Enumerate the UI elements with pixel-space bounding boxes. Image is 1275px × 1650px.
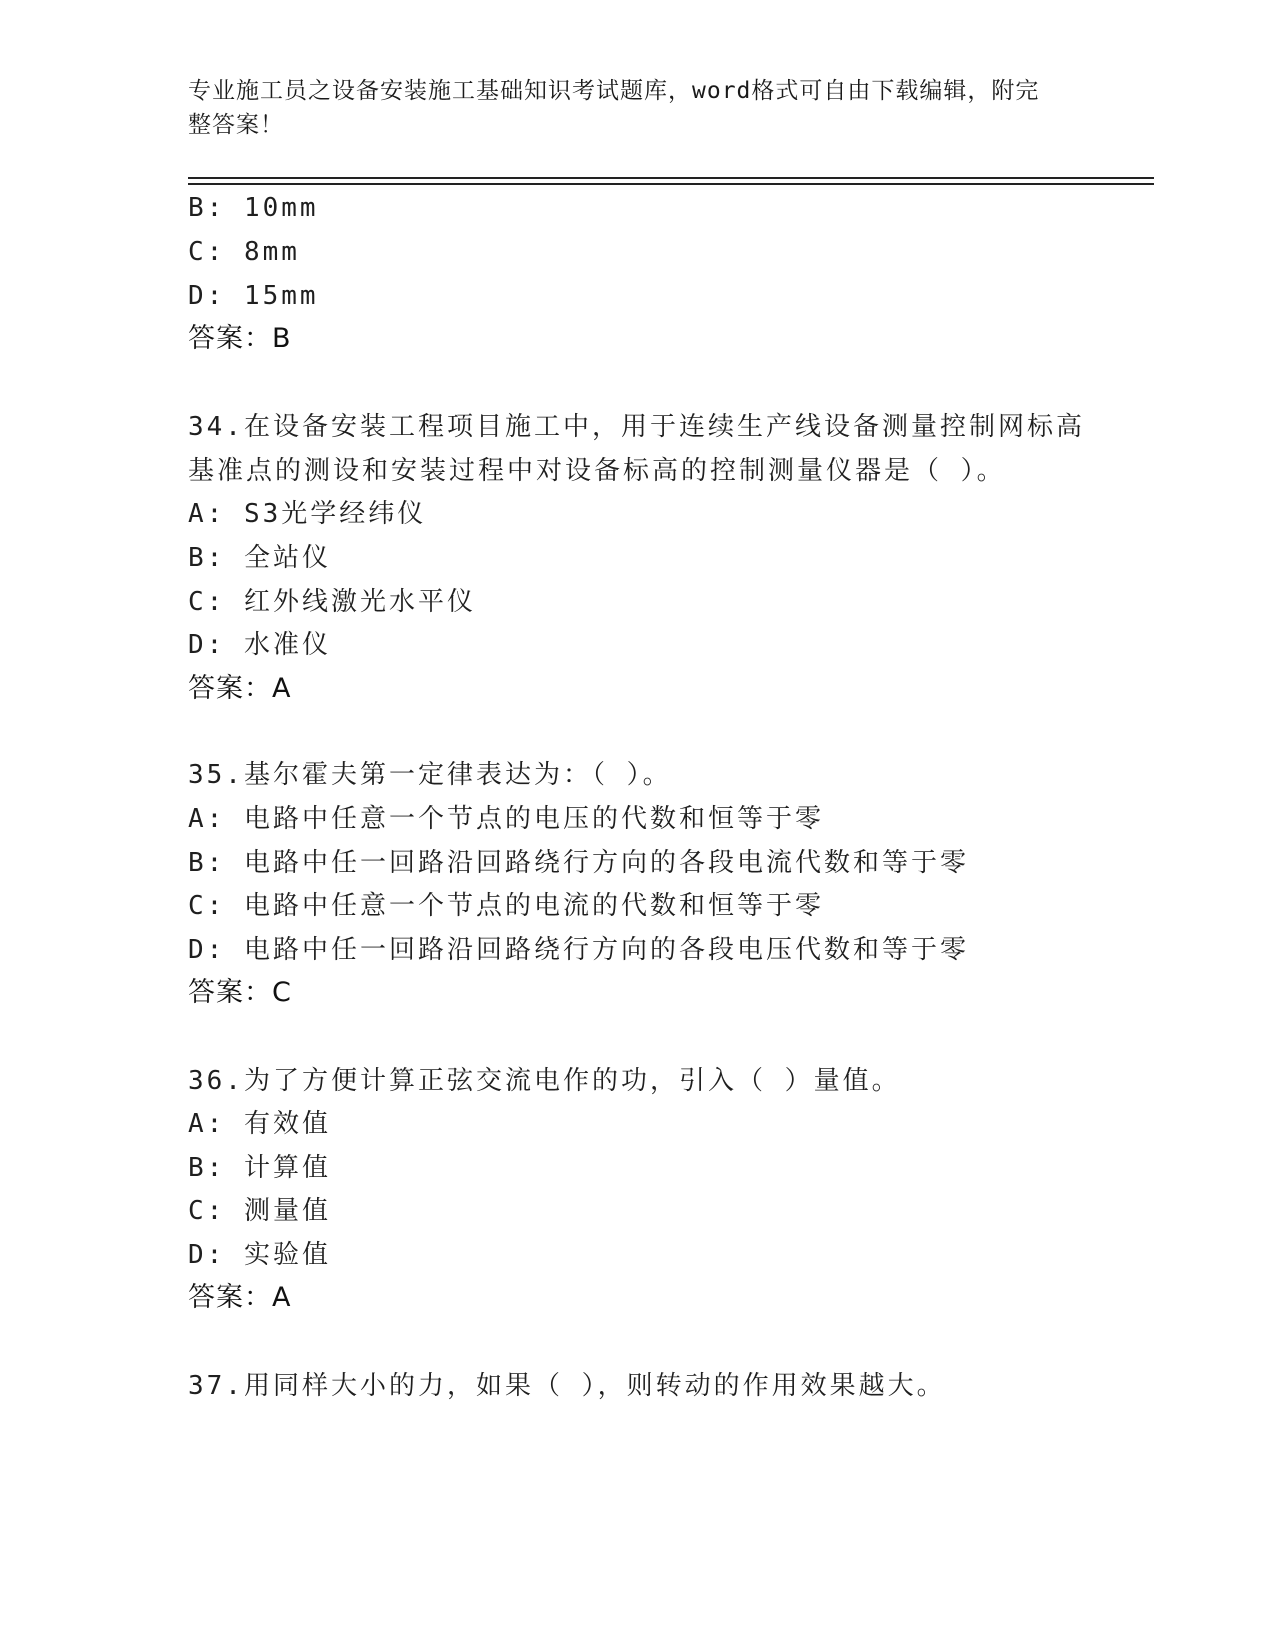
q34-option-b: B: 全站仪: [188, 543, 331, 573]
q36-stem-line-1: 36.为了方便计算正弦交流电作的功，引入（ ）量值。: [188, 1066, 901, 1096]
header-line-1: 专业施工员之设备安装施工基础知识考试题库，word格式可自由下载编辑，附完: [188, 78, 1040, 104]
q33-answer: 答案：B: [188, 323, 292, 354]
q34-option-c: C: 红外线激光水平仪: [188, 587, 476, 617]
q35-option-d: D: 电路中任一回路沿回路绕行方向的各段电压代数和等于零: [188, 935, 969, 965]
q35-answer: 答案：C: [188, 977, 292, 1008]
q35-option-b: B: 电路中任一回路沿回路绕行方向的各段电流代数和等于零: [188, 848, 969, 878]
q36-option-a: A: 有效值: [188, 1109, 331, 1139]
q34-stem-line-1: 34.在设备安装工程项目施工中，用于连续生产线设备测量控制网标高: [188, 412, 1085, 442]
q34-answer: 答案：A: [188, 673, 292, 704]
q36-option-c: C: 测量值: [188, 1196, 331, 1226]
q33-option-c: C: 8mm: [188, 237, 300, 267]
q35-option-c: C: 电路中任意一个节点的电流的代数和恒等于零: [188, 891, 824, 921]
q36-option-b: B: 计算值: [188, 1153, 331, 1183]
q34-stem-line-2: 基准点的测设和安装过程中对设备标高的控制测量仪器是（ ）。: [188, 456, 1006, 486]
q35-stem-line-1: 35.基尔霍夫第一定律表达为：（ ）。: [188, 760, 672, 790]
q36-answer: 答案：A: [188, 1282, 292, 1313]
header-rule-top: [188, 177, 1154, 179]
q34-option-a: A: S3光学经纬仪: [188, 499, 427, 529]
document-header: [188, 74, 1068, 142]
q33-option-d: D: 15mm: [188, 281, 319, 311]
q35-option-a: A: 电路中任意一个节点的电压的代数和恒等于零: [188, 804, 824, 834]
q37-stem-line-1: 37.用同样大小的力，如果（ ），则转动的作用效果越大。: [188, 1371, 946, 1401]
q33-option-b: B: 10mm: [188, 193, 319, 223]
q34-option-d: D: 水准仪: [188, 630, 331, 660]
header-line-2: 整答案！: [188, 112, 284, 138]
header-rule-bottom: [188, 183, 1154, 185]
q36-option-d: D: 实验值: [188, 1240, 331, 1270]
